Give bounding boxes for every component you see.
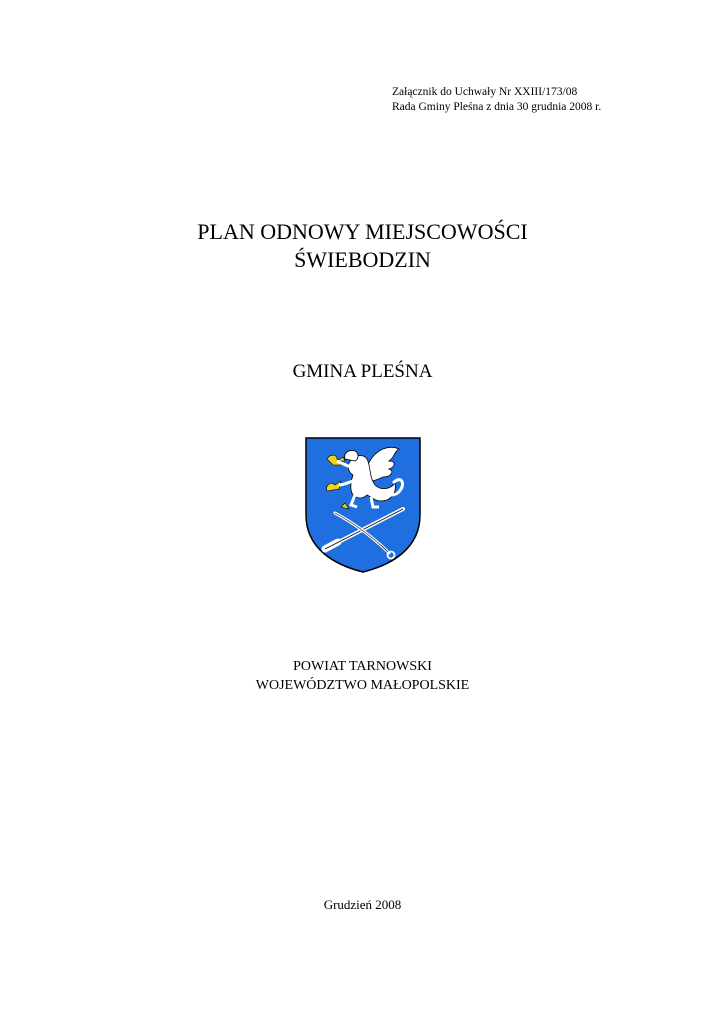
attachment-note-line-2: Rada Gminy Pleśna z dnia 30 grudnia 2008 r. [392,101,602,113]
title-line-1: PLAN ODNOWY MIEJSCOWOŚCI [197,219,528,244]
document-title [0,218,725,274]
attachment-note-line-1: Załącznik do Uchwały Nr XXIII/173/08 [392,86,578,98]
coat-of-arms-icon [305,437,421,573]
attachment-note [392,85,601,115]
municipality-name: GMINA PLEŚNA [292,361,433,382]
document-date: Grudzień 2008 [323,897,402,912]
region-block [0,657,725,695]
voivodeship-name: WOJEWÓDZTWO MAŁOPOLSKIE [255,678,470,693]
county-name: POWIAT TARNOWSKI [293,659,432,674]
title-line-2: ŚWIEBODZIN [294,247,431,272]
